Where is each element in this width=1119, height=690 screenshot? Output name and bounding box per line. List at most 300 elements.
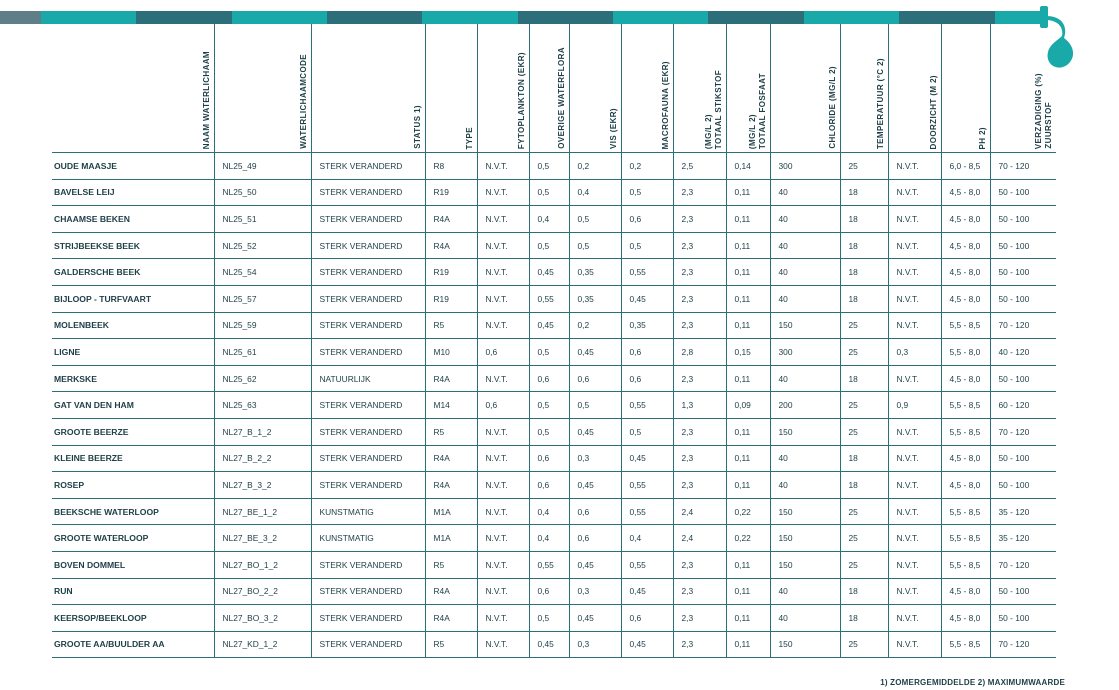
table-cell: 0,6 xyxy=(569,525,621,552)
column-header xyxy=(726,24,770,153)
header-row xyxy=(52,24,1056,153)
table-cell: 0,5 xyxy=(569,392,621,419)
table-cell: 5,5 - 8,5 xyxy=(941,498,990,525)
table-cell: 0,5 xyxy=(529,605,569,632)
table-cell: 0,15 xyxy=(726,339,770,366)
table-cell: R4A xyxy=(425,578,477,605)
table-cell: 0,35 xyxy=(569,285,621,312)
table-cell: NL27_BO_3_2 xyxy=(214,605,311,632)
column-header-label: MACROFAUNA (EKR) xyxy=(660,60,670,149)
table-cell: 0,55 xyxy=(621,498,673,525)
table-cell: 0,45 xyxy=(621,578,673,605)
table-cell: NATUURLIJK xyxy=(311,365,425,392)
pipe-segment xyxy=(613,11,708,24)
water-quality-table xyxy=(52,24,1056,658)
table-cell: NL25_50 xyxy=(214,179,311,206)
table-cell: 4,5 - 8,0 xyxy=(941,445,990,472)
table-cell: 200 xyxy=(770,392,840,419)
column-header-label: (MG/L 2) xyxy=(703,113,713,149)
water-body-name: BOVEN DOMMEL xyxy=(52,551,214,578)
table-cell: 40 xyxy=(770,259,840,286)
table-cell: 0,6 xyxy=(477,339,529,366)
table-cell: R4A xyxy=(425,365,477,392)
table-cell: 0,11 xyxy=(726,285,770,312)
table-cell: N.V.T. xyxy=(477,445,529,472)
table-cell: 2,4 xyxy=(673,525,726,552)
table-cell: 0,6 xyxy=(529,365,569,392)
table-cell: 70 - 120 xyxy=(990,312,1056,339)
table-cell: 0,4 xyxy=(529,206,569,233)
table-row xyxy=(52,312,1056,339)
table-cell: R5 xyxy=(425,631,477,658)
table-cell: 0,6 xyxy=(621,605,673,632)
table-cell: STERK VERANDERD xyxy=(311,472,425,499)
table-cell: R8 xyxy=(425,153,477,180)
table-cell: 4,5 - 8,0 xyxy=(941,365,990,392)
column-header xyxy=(941,24,990,153)
table-row xyxy=(52,418,1056,445)
table-cell: 4,5 - 8,0 xyxy=(941,259,990,286)
table-row xyxy=(52,525,1056,552)
table-cell: 5,5 - 8,0 xyxy=(941,339,990,366)
table-cell: 0,22 xyxy=(726,498,770,525)
column-header-label: VERZADIGING (%) xyxy=(1034,72,1043,149)
table-cell: 0,09 xyxy=(726,392,770,419)
table-cell: N.V.T. xyxy=(477,153,529,180)
table-cell: R19 xyxy=(425,285,477,312)
table-cell: 35 - 120 xyxy=(990,525,1056,552)
table-cell: STERK VERANDERD xyxy=(311,179,425,206)
table-cell: 2,3 xyxy=(673,445,726,472)
column-header xyxy=(477,24,529,153)
column-header xyxy=(673,24,726,153)
table-cell: 0,45 xyxy=(529,631,569,658)
water-body-name: RUN xyxy=(52,578,214,605)
table-cell: 0,4 xyxy=(621,525,673,552)
column-header xyxy=(425,24,477,153)
table-cell: 0,45 xyxy=(621,285,673,312)
table-cell: 150 xyxy=(770,525,840,552)
table-cell: 18 xyxy=(840,365,888,392)
table-cell: 2,3 xyxy=(673,232,726,259)
table-row xyxy=(52,285,1056,312)
table-cell: 0,6 xyxy=(477,392,529,419)
table-cell: NL27_B_3_2 xyxy=(214,472,311,499)
table-cell: N.V.T. xyxy=(477,259,529,286)
table-cell: STERK VERANDERD xyxy=(311,285,425,312)
table-cell: 50 - 100 xyxy=(990,259,1056,286)
table-cell: 150 xyxy=(770,418,840,445)
table-cell: NL27_BO_1_2 xyxy=(214,551,311,578)
table-cell: 0,11 xyxy=(726,232,770,259)
table-cell: R19 xyxy=(425,179,477,206)
table-cell: 0,5 xyxy=(529,418,569,445)
table-cell: N.V.T. xyxy=(888,179,941,206)
table-cell: NL25_59 xyxy=(214,312,311,339)
table-row xyxy=(52,153,1056,180)
table-cell: 25 xyxy=(840,312,888,339)
table-cell: 300 xyxy=(770,153,840,180)
table-cell: N.V.T. xyxy=(888,206,941,233)
table-cell: 25 xyxy=(840,392,888,419)
table-cell: 2,3 xyxy=(673,179,726,206)
table-cell: 0,6 xyxy=(529,445,569,472)
table-cell: 40 xyxy=(770,445,840,472)
table-cell: 50 - 100 xyxy=(990,285,1056,312)
water-body-name: ROSEP xyxy=(52,472,214,499)
table-cell: 0,55 xyxy=(529,551,569,578)
column-header-label: (MG/L 2) xyxy=(747,113,757,149)
table-cell: 40 xyxy=(770,472,840,499)
table-cell: STERK VERANDERD xyxy=(311,418,425,445)
table-cell: 18 xyxy=(840,472,888,499)
column-header-label: VIS (EKR) xyxy=(608,108,618,149)
table-cell: 18 xyxy=(840,605,888,632)
water-body-name: GALDERSCHE BEEK xyxy=(52,259,214,286)
table-cell: 0,6 xyxy=(569,498,621,525)
table-cell: 2,3 xyxy=(673,365,726,392)
table-cell: N.V.T. xyxy=(477,312,529,339)
table-cell: NL25_52 xyxy=(214,232,311,259)
table-cell: 2,3 xyxy=(673,259,726,286)
table-row xyxy=(52,339,1056,366)
column-header xyxy=(52,24,214,153)
table-cell: 0,35 xyxy=(569,259,621,286)
table-cell: 0,11 xyxy=(726,365,770,392)
table-cell: NL27_BO_2_2 xyxy=(214,578,311,605)
water-body-name: MERKSKE xyxy=(52,365,214,392)
table-cell: 2,3 xyxy=(673,206,726,233)
table-cell: N.V.T. xyxy=(888,153,941,180)
table-cell: 18 xyxy=(840,259,888,286)
table-cell: NL27_BE_1_2 xyxy=(214,498,311,525)
column-header-label: TEMPERATUUR (°C 2) xyxy=(875,57,885,149)
table-cell: 50 - 100 xyxy=(990,206,1056,233)
table-cell: 0,5 xyxy=(529,153,569,180)
pipe-segment xyxy=(708,11,803,24)
table-cell: N.V.T. xyxy=(477,551,529,578)
table-cell: 0,6 xyxy=(529,578,569,605)
table-row xyxy=(52,259,1056,286)
pipe-segment xyxy=(422,11,517,24)
table-cell: N.V.T. xyxy=(477,525,529,552)
table-cell: STERK VERANDERD xyxy=(311,153,425,180)
water-body-name: KLEINE BEERZE xyxy=(52,445,214,472)
table-cell: 25 xyxy=(840,153,888,180)
table-cell: 2,3 xyxy=(673,631,726,658)
table-cell: N.V.T. xyxy=(477,206,529,233)
table-cell: 0,4 xyxy=(569,179,621,206)
table-cell: 5,5 - 8,5 xyxy=(941,551,990,578)
table-cell: 40 xyxy=(770,605,840,632)
footnote: 1) ZOMERGEMIDDELDE 2) MAXIMUMWAARDE xyxy=(880,678,1065,687)
water-body-name: BEEKSCHE WATERLOOP xyxy=(52,498,214,525)
column-header xyxy=(569,24,621,153)
table-cell: N.V.T. xyxy=(888,578,941,605)
table-cell: N.V.T. xyxy=(477,179,529,206)
table-cell: 0,11 xyxy=(726,179,770,206)
table-cell: R19 xyxy=(425,259,477,286)
table-cell: 0,6 xyxy=(621,365,673,392)
column-header xyxy=(770,24,840,153)
table-cell: R5 xyxy=(425,551,477,578)
table-cell: 2,3 xyxy=(673,578,726,605)
table-row xyxy=(52,445,1056,472)
table-cell: 40 xyxy=(770,179,840,206)
table-cell: N.V.T. xyxy=(888,418,941,445)
table-cell: 300 xyxy=(770,339,840,366)
table-cell: 150 xyxy=(770,631,840,658)
table-cell: 4,5 - 8,0 xyxy=(941,206,990,233)
table-cell: 50 - 100 xyxy=(990,445,1056,472)
table-cell: N.V.T. xyxy=(477,498,529,525)
table-cell: 25 xyxy=(840,418,888,445)
table-cell: STERK VERANDERD xyxy=(311,605,425,632)
table-cell: NL27_B_1_2 xyxy=(214,418,311,445)
column-header xyxy=(840,24,888,153)
water-body-name: GROOTE AA/BUULDER AA xyxy=(52,631,214,658)
table-cell: 40 xyxy=(770,285,840,312)
table-cell: STERK VERANDERD xyxy=(311,392,425,419)
table-cell: 2,3 xyxy=(673,312,726,339)
table-cell: R4A xyxy=(425,206,477,233)
table-cell: 0,14 xyxy=(726,153,770,180)
table-cell: 35 - 120 xyxy=(990,498,1056,525)
table-cell: N.V.T. xyxy=(888,525,941,552)
table-cell: 0,2 xyxy=(569,153,621,180)
table-cell: 0,11 xyxy=(726,472,770,499)
table-cell: NL25_51 xyxy=(214,206,311,233)
table-cell: 4,5 - 8,0 xyxy=(941,232,990,259)
column-header-label: CHLORIDE (MG/L 2) xyxy=(827,66,837,149)
table-cell: 70 - 120 xyxy=(990,153,1056,180)
table-cell: 50 - 100 xyxy=(990,578,1056,605)
table-cell: 1,3 xyxy=(673,392,726,419)
table-cell: M1A xyxy=(425,525,477,552)
table-cell: 0,45 xyxy=(621,445,673,472)
column-header-label: OVERIGE WATERFLORA xyxy=(556,47,566,149)
table-cell: 2,3 xyxy=(673,551,726,578)
table-cell: 50 - 100 xyxy=(990,179,1056,206)
table-cell: N.V.T. xyxy=(888,232,941,259)
table-cell: 5,5 - 8,5 xyxy=(941,631,990,658)
table-row xyxy=(52,365,1056,392)
water-body-name: CHAAMSE BEKEN xyxy=(52,206,214,233)
table-cell: 0,22 xyxy=(726,525,770,552)
table-row xyxy=(52,179,1056,206)
table-cell: 5,5 - 8,5 xyxy=(941,525,990,552)
table-cell: NL27_B_2_2 xyxy=(214,445,311,472)
table-cell: N.V.T. xyxy=(477,418,529,445)
table-cell: 4,5 - 8,0 xyxy=(941,179,990,206)
water-body-name: GROOTE WATERLOOP xyxy=(52,525,214,552)
table-cell: 0,55 xyxy=(529,285,569,312)
table-cell: 40 xyxy=(770,206,840,233)
table-cell: 2,4 xyxy=(673,498,726,525)
table-cell: 70 - 120 xyxy=(990,631,1056,658)
table-cell: 25 xyxy=(840,631,888,658)
table-cell: 0,55 xyxy=(621,472,673,499)
table-cell: STERK VERANDERD xyxy=(311,445,425,472)
column-header-label: ZUURSTOF xyxy=(1044,102,1053,149)
table-cell: NL25_49 xyxy=(214,153,311,180)
table-cell: 2,3 xyxy=(673,285,726,312)
pipe-segment xyxy=(327,11,422,24)
table-cell: 0,55 xyxy=(621,259,673,286)
table-row xyxy=(52,392,1056,419)
table-cell: R5 xyxy=(425,418,477,445)
table-cell: R4A xyxy=(425,472,477,499)
pipe-segment xyxy=(41,11,136,24)
table-cell: M14 xyxy=(425,392,477,419)
table-cell: N.V.T. xyxy=(888,312,941,339)
column-header xyxy=(621,24,673,153)
table-cell: 50 - 100 xyxy=(990,605,1056,632)
table-cell: 0,55 xyxy=(621,392,673,419)
table-row xyxy=(52,551,1056,578)
table-cell: 0,5 xyxy=(529,392,569,419)
table-cell: N.V.T. xyxy=(888,631,941,658)
column-header-label: NAAM WATERLICHAAM xyxy=(201,50,211,149)
table-cell: 0,35 xyxy=(621,312,673,339)
table-cell: N.V.T. xyxy=(477,631,529,658)
table-cell: 0,5 xyxy=(529,179,569,206)
table-cell: 40 - 120 xyxy=(990,339,1056,366)
table-row xyxy=(52,605,1056,632)
table-cell: NL25_63 xyxy=(214,392,311,419)
column-header-label: STATUS 1) xyxy=(412,105,422,149)
table-row xyxy=(52,232,1056,259)
table-cell: 2,3 xyxy=(673,472,726,499)
table-cell: 18 xyxy=(840,578,888,605)
table-row xyxy=(52,206,1056,233)
table-cell: R4A xyxy=(425,445,477,472)
table-cell: 0,11 xyxy=(726,578,770,605)
table-cell: 0,11 xyxy=(726,605,770,632)
table-cell: 0,11 xyxy=(726,259,770,286)
table-cell: 0,3 xyxy=(569,578,621,605)
column-header xyxy=(529,24,569,153)
table-cell: N.V.T. xyxy=(477,578,529,605)
table-cell: KUNSTMATIG xyxy=(311,498,425,525)
table-cell: 50 - 100 xyxy=(990,365,1056,392)
table-cell: 4,5 - 8,0 xyxy=(941,578,990,605)
column-header-label: TOTAAL FOSFAAT xyxy=(757,72,767,149)
table-row xyxy=(52,498,1056,525)
table-cell: 40 xyxy=(770,365,840,392)
table-cell: 0,6 xyxy=(569,365,621,392)
table-cell: 0,4 xyxy=(529,498,569,525)
table-cell: 2,3 xyxy=(673,605,726,632)
pipe-segment xyxy=(804,11,899,24)
table-cell: 5,5 - 8,5 xyxy=(941,312,990,339)
table-cell: 70 - 120 xyxy=(990,551,1056,578)
table-cell: 0,2 xyxy=(621,153,673,180)
table-cell: 0,11 xyxy=(726,418,770,445)
table-cell: 6,0 - 8,5 xyxy=(941,153,990,180)
table-cell: 0,6 xyxy=(621,206,673,233)
table-cell: N.V.T. xyxy=(888,365,941,392)
table-cell: 0,5 xyxy=(621,418,673,445)
water-body-name: OUDE MAASJE xyxy=(52,153,214,180)
water-body-name: STRIJBEEKSE BEEK xyxy=(52,232,214,259)
table-cell: STERK VERANDERD xyxy=(311,631,425,658)
table-cell: 18 xyxy=(840,285,888,312)
table-cell: 0,45 xyxy=(621,631,673,658)
table-cell: N.V.T. xyxy=(888,498,941,525)
table-cell: NL25_57 xyxy=(214,285,311,312)
table-cell: 0,55 xyxy=(621,551,673,578)
table-cell: 2,8 xyxy=(673,339,726,366)
table-cell: 0,6 xyxy=(529,472,569,499)
pipe-segment xyxy=(136,11,231,24)
table-cell: 18 xyxy=(840,179,888,206)
table-cell: 0,45 xyxy=(529,312,569,339)
table-cell: STERK VERANDERD xyxy=(311,339,425,366)
table-cell: 5,5 - 8,5 xyxy=(941,418,990,445)
table-cell: N.V.T. xyxy=(477,285,529,312)
table-cell: 0,5 xyxy=(569,206,621,233)
table-cell: M1A xyxy=(425,498,477,525)
pipe-segment xyxy=(899,11,994,24)
table-cell: 0,11 xyxy=(726,631,770,658)
table-cell: N.V.T. xyxy=(477,365,529,392)
table-cell: 2,3 xyxy=(673,418,726,445)
pipe-segment xyxy=(518,11,613,24)
water-body-name: GAT VAN DEN HAM xyxy=(52,392,214,419)
table-cell: N.V.T. xyxy=(888,259,941,286)
column-header-label: PH 2) xyxy=(977,126,987,149)
water-body-name: MOLENBEEK xyxy=(52,312,214,339)
water-body-name: GROOTE BEERZE xyxy=(52,418,214,445)
table-cell: R5 xyxy=(425,312,477,339)
column-header xyxy=(888,24,941,153)
table-row xyxy=(52,631,1056,658)
table-cell: 0,3 xyxy=(569,445,621,472)
column-header xyxy=(214,24,311,153)
table-cell: STERK VERANDERD xyxy=(311,259,425,286)
table-cell: 0,11 xyxy=(726,312,770,339)
table-cell: STERK VERANDERD xyxy=(311,206,425,233)
water-body-name: BAVELSE LEIJ xyxy=(52,179,214,206)
table-cell: 0,5 xyxy=(529,232,569,259)
table-cell: 4,5 - 8,0 xyxy=(941,605,990,632)
table-cell: 50 - 100 xyxy=(990,232,1056,259)
table-cell: N.V.T. xyxy=(888,445,941,472)
table-cell: N.V.T. xyxy=(888,605,941,632)
table-cell: 25 xyxy=(840,551,888,578)
table-cell: 70 - 120 xyxy=(990,418,1056,445)
table-cell: 25 xyxy=(840,525,888,552)
table-cell: STERK VERANDERD xyxy=(311,578,425,605)
table-cell: M10 xyxy=(425,339,477,366)
table-cell: R4A xyxy=(425,605,477,632)
table-cell: N.V.T. xyxy=(477,232,529,259)
table-cell: 0,5 xyxy=(529,339,569,366)
table-cell: STERK VERANDERD xyxy=(311,312,425,339)
column-header-label: TOTAAL STIKSTOF xyxy=(713,69,723,149)
table-cell: 150 xyxy=(770,312,840,339)
table-cell: NL27_KD_1_2 xyxy=(214,631,311,658)
table-cell: 18 xyxy=(840,232,888,259)
table-cell: N.V.T. xyxy=(477,472,529,499)
water-body-name: LIGNE xyxy=(52,339,214,366)
decorative-pipe xyxy=(0,11,1044,24)
table-cell: NL25_61 xyxy=(214,339,311,366)
table-cell: KUNSTMATIG xyxy=(311,525,425,552)
table-cell: 0,5 xyxy=(569,232,621,259)
table-cell: 150 xyxy=(770,551,840,578)
